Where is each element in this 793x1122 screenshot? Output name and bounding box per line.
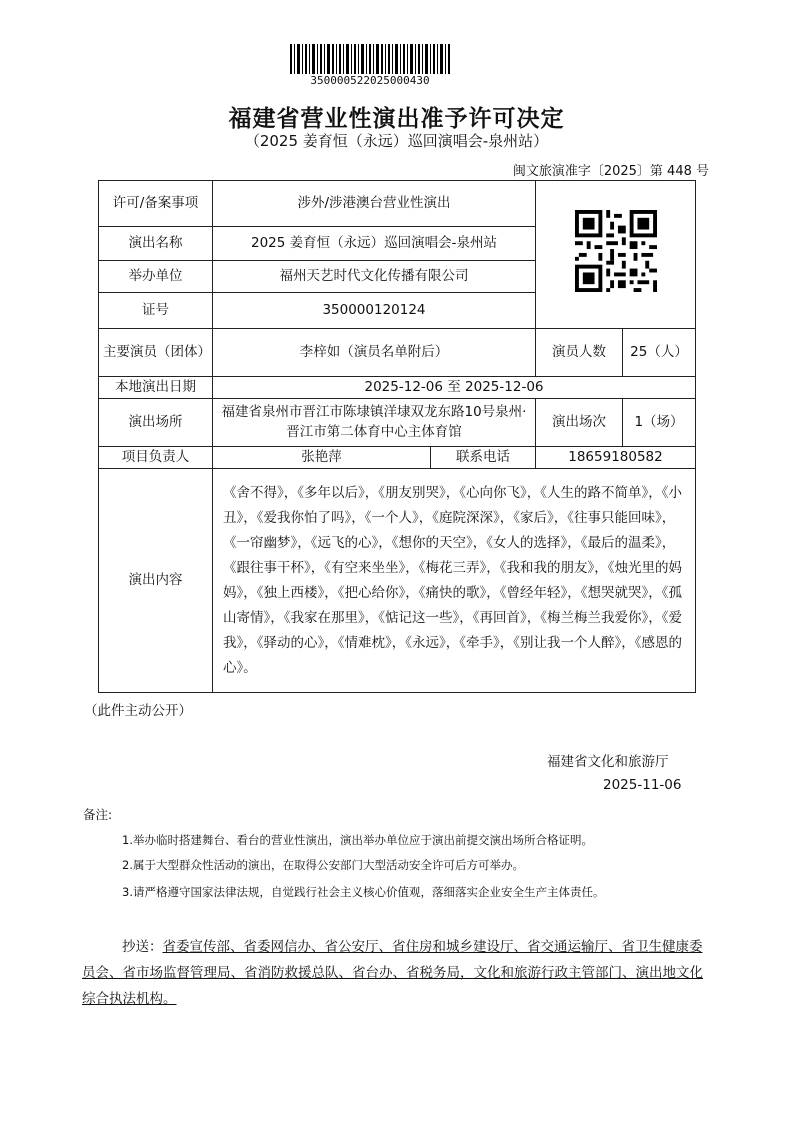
performer-count-label: 演员人数 (536, 329, 623, 377)
document-title: 福建省营业性演出准予许可决定 (228, 106, 565, 132)
license-label: 证号 (99, 293, 213, 329)
barcode (290, 44, 450, 74)
permit-table (98, 180, 696, 693)
barcode-number: 350000522025000430 (310, 74, 430, 87)
note-item: 1.举办临时搭建舞台、看台的营业性演出，演出举办单位应于演出前提交演出场所合格证明。 (122, 833, 593, 847)
performer-count-value: 25（人） (623, 329, 696, 377)
notes-title: 备注: (83, 807, 113, 822)
sessions-value: 1（场） (623, 399, 696, 447)
performers-label: 主要演员（团体） (99, 329, 213, 377)
public-note: （此件主动公开） (84, 703, 192, 719)
cc-section (82, 934, 714, 1012)
qr-cell (536, 181, 696, 329)
issuer: 福建省文化和旅游厅 (547, 754, 669, 770)
show-name-value: 2025 姜育恒（永远）巡回演唱会-泉州站 (213, 227, 536, 261)
manager-value: 张艳萍 (213, 447, 431, 469)
note-item: 3.请严格遵守国家法律法规，自觉践行社会主义核心价值观，落细落实企业安全生产主体责任。 (122, 885, 605, 899)
cc-label: 抄送： (122, 939, 163, 955)
issue-date: 2025-11-06 (603, 777, 682, 793)
dates-value: 2025-12-06 至 2025-12-06 (213, 377, 696, 399)
document-number: 闽文旅演准字〔2025〕第 448 号 (512, 164, 709, 179)
content-label: 演出内容 (99, 469, 213, 693)
qr-code (575, 210, 657, 292)
document-subtitle: （2025 姜育恒（永远）巡回演唱会-泉州站） (244, 132, 549, 150)
organizer-label: 举办单位 (99, 261, 213, 293)
venue-label: 演出场所 (99, 399, 213, 447)
permit-type-value: 涉外/涉港澳台营业性演出 (213, 181, 536, 227)
cc-recipients: 省委宣传部、省委网信办、省公安厅、省住房和城乡建设厅、省交通运输厅、省卫生健康委员会、省市场监督管理局、省消防救援总队、省台办、省税务局，文化和旅游行政主管部门、演出地文化综合执法机构。 (82, 939, 703, 1007)
performers-value: 李梓如（演员名单附后） (213, 329, 536, 377)
permit-type-label: 许可/备案事项 (99, 181, 213, 227)
manager-label: 项目负责人 (99, 447, 213, 469)
phone-label: 联系电话 (431, 447, 536, 469)
venue-value: 福建省泉州市晋江市陈埭镇洋埭双龙东路10号泉州·晋江市第二体育中心主体育馆 (213, 399, 536, 447)
dates-label: 本地演出日期 (99, 377, 213, 399)
license-value: 350000120124 (213, 293, 536, 329)
content-value: 《舍不得》，《多年以后》，《朋友别哭》，《心向你飞》，《人生的路不简单》，《小丑》，《爱我你怕了吗》，《一个人》，《庭院深深》，《家后》，《往事只能回味》，《一帘幽梦》，《远飞的心》，《想你的天空》，《女人的选择》，《最后的温柔》，《跟往事干杯》，《有空来坐坐》，《梅花三弄》，《我和我的朋友》，《烛光里的妈妈》，《独上西楼》，《把心给你》，《痛快的歌》，《曾经年轻》，《想哭就哭》，《孤山寄情》，《我家在那里》，《惦记这一些》，《再回首》，《梅兰梅兰我爱你》，《爱我》，《驿动的心》，《情难枕》，《永远》，《牵手》，《别让我一个人醉》，《感恩的心》。 (213, 469, 696, 693)
show-name-label: 演出名称 (99, 227, 213, 261)
sessions-label: 演出场次 (536, 399, 623, 447)
organizer-value: 福州天艺时代文化传播有限公司 (213, 261, 536, 293)
phone-value: 18659180582 (536, 447, 696, 469)
note-item: 2.属于大型群众性活动的演出，在取得公安部门大型活动安全许可后方可举办。 (122, 858, 524, 872)
